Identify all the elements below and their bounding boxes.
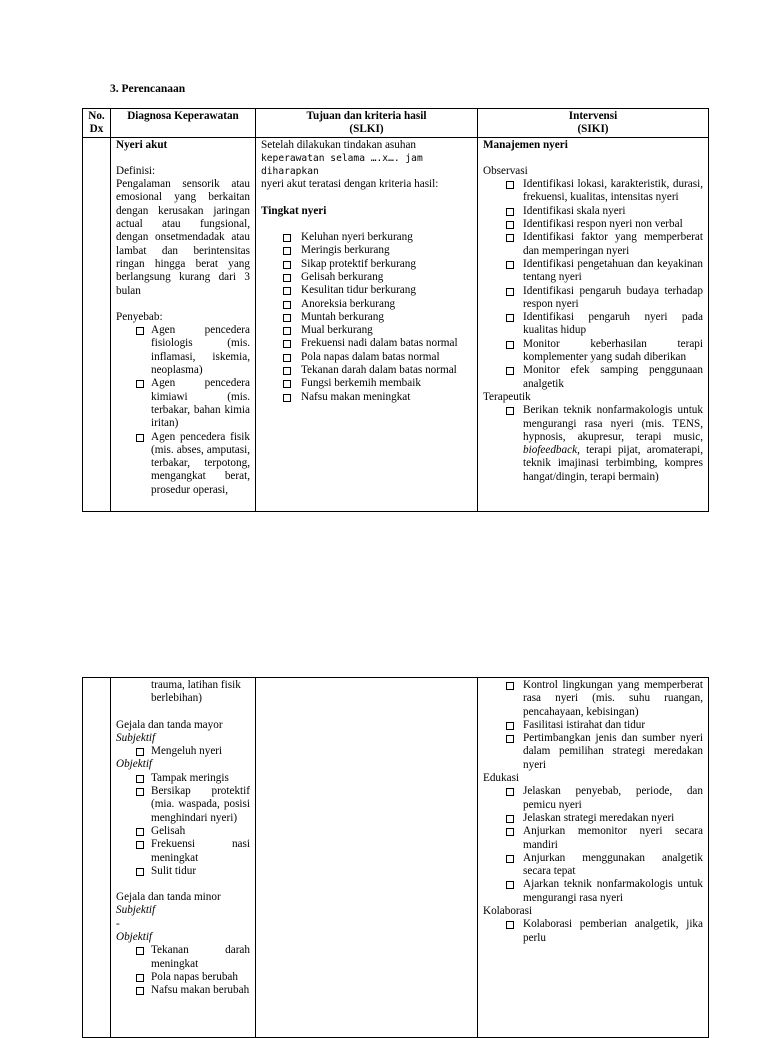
header-tujuan: Tujuan dan kriteria hasil (SLKI) <box>256 109 478 138</box>
checkbox-square-icon <box>136 380 144 388</box>
checkbox-square-icon <box>506 735 514 743</box>
list-item: Sulit tidur <box>116 865 250 878</box>
list-item: Pola napas berubah <box>116 971 250 984</box>
cell-tujuan-cont <box>256 678 478 1038</box>
minor-label: Gejala dan tanda minor <box>116 891 221 904</box>
diagnosis-title: Nyeri akut <box>116 138 168 151</box>
list-item: Pertimbangkan jenis dan sumber nyeri dalam pemilihan strategi meredakan nyeri <box>483 732 703 772</box>
mayor-objektif-list <box>116 772 250 878</box>
list-item: Muntah berkurang <box>261 311 472 324</box>
checkbox-square-icon <box>506 208 514 216</box>
checkbox-square-icon <box>283 261 291 269</box>
checkbox-square-icon <box>283 301 291 309</box>
checkbox-square-icon <box>136 434 144 442</box>
checkbox-square-icon <box>136 327 144 335</box>
list-item: Jelaskan strategi meredakan nyeri <box>483 812 703 825</box>
observasi-list <box>483 178 703 391</box>
checkbox-square-icon <box>136 868 144 876</box>
list-item: Identifikasi pengaruh budaya terhadap respon nyeri <box>483 285 703 312</box>
checkbox-square-icon <box>506 261 514 269</box>
checkbox-square-icon <box>506 788 514 796</box>
cell-intervensi <box>478 137 709 511</box>
cell-diagnosa-cont <box>111 678 256 1038</box>
list-item: Agen pencedera kimiawi (mis. terbakar, bahan kimia iritan) <box>116 377 250 430</box>
header-diagnosa: Diagnosa Keperawatan <box>111 109 256 138</box>
checkbox-square-icon <box>506 828 514 836</box>
tujuan-subtitle: Tingkat nyeri <box>261 204 327 217</box>
list-item: Monitor keberhasilan terapi komplementer yang sudah diberikan <box>483 338 703 365</box>
checkbox-square-icon <box>136 828 144 836</box>
checkbox-square-icon <box>506 722 514 730</box>
kolaborasi-list <box>483 918 703 945</box>
list-item: Identifikasi pengetahuan dan keyakinan tentang nyeri <box>483 258 703 285</box>
list-item: Identifikasi respon nyeri non verbal <box>483 218 703 231</box>
cell-intervensi-cont <box>478 678 709 1038</box>
checkbox-square-icon <box>283 367 291 375</box>
list-item: Anoreksia berkurang <box>261 298 472 311</box>
cell-diagnosa <box>111 137 256 511</box>
checkbox-square-icon <box>506 234 514 242</box>
list-item: Gelisah <box>116 825 250 838</box>
checkbox-square-icon <box>506 407 514 415</box>
checkbox-square-icon <box>283 314 291 322</box>
list-item: Tekanan darah dalam batas normal <box>261 364 472 377</box>
checkbox-square-icon <box>136 974 144 982</box>
header-no-dx: No. Dx <box>83 109 111 138</box>
checkbox-square-icon <box>136 841 144 849</box>
checkbox-square-icon <box>283 340 291 348</box>
checkbox-square-icon <box>136 775 144 783</box>
checkbox-square-icon <box>506 815 514 823</box>
mayor-subjektif-label: Subjektif <box>116 731 156 744</box>
checkbox-square-icon <box>283 327 291 335</box>
mayor-label: Gejala dan tanda mayor <box>116 718 223 731</box>
checkbox-square-icon <box>506 367 514 375</box>
minor-objektif-label: Objektif <box>116 931 153 944</box>
list-item: Fasilitasi istirahat dan tidur <box>483 719 703 732</box>
list-item: Monitor efek samping penggunaan analgetik <box>483 364 703 391</box>
list-item: Tampak meringis <box>116 772 250 785</box>
penyebab-label: Penyebab: <box>116 310 163 323</box>
edukasi-label: Edukasi <box>483 772 520 785</box>
checkbox-square-icon <box>283 394 291 402</box>
checkbox-square-icon <box>283 287 291 295</box>
checkbox-square-icon <box>506 181 514 189</box>
observasi-label: Observasi <box>483 164 528 177</box>
kolaborasi-label: Kolaborasi <box>483 905 533 918</box>
checkbox-square-icon <box>506 314 514 322</box>
mayor-subjektif-list <box>116 745 250 758</box>
tujuan-intro-2: keperawatan selama ….x…. jam diharapkan <box>261 152 423 178</box>
checkbox-square-icon <box>283 354 291 362</box>
header-intervensi: Intervensi (SIKI) <box>478 109 709 138</box>
list-item: Agen pencedera fisiologis (mis. inflamasi, iskemia, neoplasma) <box>116 324 250 377</box>
list-item: Tekanan darah meningkat <box>116 944 250 971</box>
checkbox-square-icon <box>283 380 291 388</box>
planning-table-page-2 <box>82 677 709 1038</box>
penyebab-continued: trauma, latihan fisik berlebihan) <box>151 679 241 705</box>
list-item: Mual berkurang <box>261 324 472 337</box>
mayor-objektif-label: Objektif <box>116 758 153 771</box>
tujuan-intro-3: nyeri akut teratasi dengan kriteria hasil: <box>261 178 439 191</box>
list-item: Anjurkan menggunakan analgetik secara tepat <box>483 852 703 879</box>
list-item: Frekuensi nadi dalam batas normal <box>261 337 472 350</box>
list-item: Kontrol lingkungan yang memperberat rasa nyeri (mis. suhu ruangan, pencahayaan, kebisingan) <box>483 679 703 719</box>
terapeutik-list <box>483 404 703 484</box>
list-item: Identifikasi skala nyeri <box>483 205 703 218</box>
list-item: Kolaborasi pemberian analgetik, jika perlu <box>483 918 703 945</box>
edukasi-list <box>483 785 703 905</box>
cell-no-dx <box>83 678 111 1038</box>
minor-objektif-list <box>116 944 250 997</box>
list-item: Identifikasi lokasi, karakteristik, durasi, frekuensi, kualitas, intensitas nyeri <box>483 178 703 205</box>
list-item: Berikan teknik nonfarmakologis untuk mengurangi rasa nyeri (mis. TENS, hypnosis, akupresur, terapi music, biofeedback, terapi pijat, aromaterapi, teknik imajinasi terbimbing, kompres hangat/dingin, terapi bermain) <box>483 404 703 484</box>
list-item: Ajarkan teknik nonfarmakologis untuk mengurangi rasa nyeri <box>483 878 703 905</box>
list-item: Fungsi berkemih membaik <box>261 377 472 390</box>
tujuan-intro-1: Setelah dilakukan tindakan asuhan <box>261 138 417 151</box>
checkbox-square-icon <box>506 682 514 690</box>
minor-subjektif-text: - <box>116 917 120 930</box>
cell-no-dx <box>83 137 111 511</box>
checkbox-square-icon <box>506 221 514 229</box>
checkbox-square-icon <box>506 341 514 349</box>
planning-table-page-1 <box>82 108 709 512</box>
checkbox-square-icon <box>283 247 291 255</box>
checkbox-square-icon <box>136 748 144 756</box>
checkbox-square-icon <box>136 947 144 955</box>
list-item: Jelaskan penyebab, periode, dan pemicu nyeri <box>483 785 703 812</box>
section-heading: 3. Perencanaan <box>110 83 186 95</box>
cell-tujuan <box>256 137 478 511</box>
checkbox-square-icon <box>506 855 514 863</box>
list-item: Mengeluh nyeri <box>116 745 250 758</box>
checkbox-square-icon <box>283 274 291 282</box>
list-item: Identifikasi faktor yang memperberat dan memperingan nyeri <box>483 231 703 258</box>
list-item: Pola napas dalam batas normal <box>261 351 472 364</box>
checkbox-square-icon <box>506 921 514 929</box>
list-item: Nafsu makan meningkat <box>261 391 472 404</box>
definition-label: Definisi: <box>116 164 156 177</box>
list-item: Gelisah berkurang <box>261 271 472 284</box>
checkbox-square-icon <box>136 788 144 796</box>
list-item: Identifikasi pengaruh nyeri pada kualitas hidup <box>483 311 703 338</box>
checkbox-square-icon <box>136 987 144 995</box>
list-item: Meringis berkurang <box>261 244 472 257</box>
list-item: Sikap protektif berkurang <box>261 258 472 271</box>
penyebab-list <box>116 324 250 497</box>
terapeutik-list-cont <box>483 679 703 772</box>
list-item: Nafsu makan berubah <box>116 984 250 997</box>
checkbox-square-icon <box>506 288 514 296</box>
list-item: Anjurkan memonitor nyeri secara mandiri <box>483 825 703 852</box>
intervensi-title: Manajemen nyeri <box>483 138 568 151</box>
checkbox-square-icon <box>283 234 291 242</box>
list-item: Bersikap protektif (mia. waspada, posisi menghindari nyeri) <box>116 785 250 825</box>
checkbox-square-icon <box>506 881 514 889</box>
definition-text: Pengalaman sensorik atau emosional yang berkaitan dengan kerusakan jaringan actual atau fungsional, dengan onsetmendadak atau lambat dan berintensitas ringan hingga berat yang berlangsung kurang dari 3 bulan <box>116 178 250 297</box>
list-item: Agen pencedera fisik (mis. abses, amputasi, terbakar, terpotong, mengangkat berat, prosedur operasi, <box>116 431 250 497</box>
list-item: Kesulitan tidur berkurang <box>261 284 472 297</box>
kriteria-list <box>261 231 472 404</box>
list-item: Keluhan nyeri berkurang <box>261 231 472 244</box>
list-item: Frekuensi nasi meningkat <box>116 838 250 865</box>
minor-subjektif-label: Subjektif <box>116 904 156 917</box>
terapeutik-label: Terapeutik <box>483 390 531 403</box>
